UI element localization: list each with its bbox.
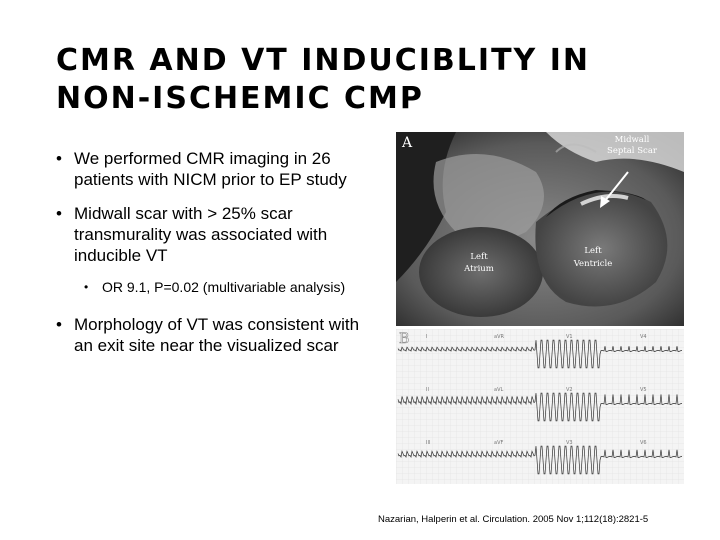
ventricle-label-line-2: Ventricle [573, 259, 613, 269]
lead-label: III [426, 440, 431, 446]
bullet-marker: • [56, 149, 62, 168]
bullet-marker: • [56, 204, 62, 223]
lead-label: aVL [494, 387, 504, 393]
ecg-strip [396, 329, 684, 484]
figure [396, 132, 684, 484]
bullet-item [56, 148, 371, 190]
atrium-label-line-1: Left [470, 252, 488, 262]
bullet-text: We performed CMR imaging in 26 patients with NICM prior to EP study [74, 149, 347, 189]
lead-label: V6 [640, 440, 647, 446]
citation: Nazarian, Halperin et al. Circulation. 2005 Nov 1;112(18):2821-5 [378, 514, 649, 525]
sub-bullet-marker: • [84, 280, 89, 294]
slide-title [56, 42, 696, 118]
sub-bullet-text: OR 9.1, P=0.02 (multivariable analysis) [102, 279, 346, 295]
lead-label: aVR [494, 334, 504, 340]
lead-label: V5 [640, 387, 647, 393]
bullet-marker: • [56, 315, 62, 334]
mri-image [396, 132, 684, 326]
title-line-1: CMR AND VT INDUCIBLITY IN [56, 43, 590, 78]
sub-bullet-item [56, 278, 371, 296]
bullet-text: Midwall scar with > 25% scar transmurality was associated with inducible VT [74, 204, 328, 265]
panel-a-letter: A [402, 135, 413, 151]
bullet-item [56, 314, 371, 356]
lead-label: V4 [640, 334, 647, 340]
title-line-2: NON-ISCHEMIC CMP [56, 81, 424, 116]
lead-label: I [426, 334, 428, 340]
lead-label: II [426, 387, 429, 393]
atrium-label-line-2: Atrium [464, 264, 494, 274]
panel-b-letter: B [399, 331, 410, 347]
bullet-text: Morphology of VT was consistent with an exit site near the visualized scar [74, 315, 360, 355]
lead-label: V3 [566, 440, 573, 446]
ventricle-label-line-1: Left [584, 246, 602, 256]
lead-label: V2 [566, 387, 573, 393]
scar-label-line-2: Septal Scar [607, 146, 657, 156]
bullet-item [56, 203, 371, 266]
lead-label: V1 [566, 334, 573, 340]
bullet-list [56, 148, 371, 369]
lead-label: aVF [494, 440, 504, 446]
scar-label-line-1: Midwall [614, 135, 650, 145]
